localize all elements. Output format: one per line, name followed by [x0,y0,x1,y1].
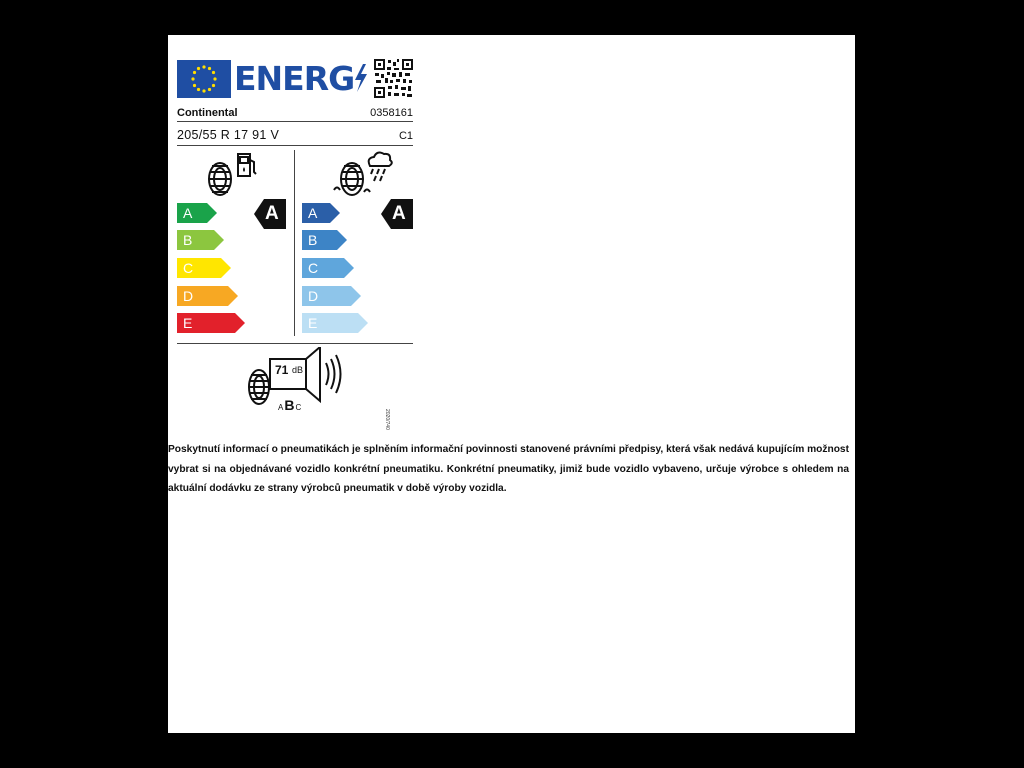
tyre-size-designation: 205/55 R 17 91 V [177,128,280,142]
energy-heading: ENERG [234,59,355,98]
wet-class-e-label: E [308,315,318,331]
eu-flag-icon [177,60,231,98]
fuel-class-e-label: E [183,315,193,331]
disclaimer-text: Poskytnutí informací o pneumatikách je splněním informační povinnosti stanovené právními předpisy, která však nedává kupujícím možnost vybrat si na objednávané vozidlo konkrétní pneumatiku. Konkrétní pneumatiky, jimiž bude vozidlo vybaveno, určuje výrobce s ohledem na aktuální dodávku ze strany výrobců pneumatik v době výroby vozidla. [168,444,849,494]
noise-class [278,397,302,413]
wet-class-c-label: C [308,260,319,276]
lightning-bolt-icon [354,64,368,92]
noise-class-left: A [278,403,285,412]
fuel-rating-value: A [265,203,279,224]
wet-grip-rating-badge [381,199,413,229]
wet-class-a-label: A [308,205,318,221]
document-page [168,35,855,733]
fuel-class-a-label: A [183,205,193,221]
qr-code-icon [374,59,413,98]
fuel-rating-badge [254,199,286,229]
fuel-class-c-label: C [183,260,194,276]
header-divider [177,121,413,122]
fuel-pump-tyre-icon [204,152,260,202]
wet-class-d-label: D [308,288,319,304]
rolling-noise-section [246,347,346,419]
noise-class-right: C [295,403,303,412]
rain-cloud-tyre-icon [330,150,394,202]
fuel-class-d-label: D [183,288,194,304]
wet-class-b-label: B [308,232,318,248]
wet-grip-rating-value: A [392,203,406,224]
tyre-type-identifier: 0358161 [370,107,413,119]
regulation-reference: 2020/740 [384,409,390,430]
column-divider [294,150,295,336]
noise-divider [177,343,413,344]
noise-value: 71 [275,363,289,377]
fuel-class-b-label: B [183,232,193,248]
noise-unit: dB [292,365,304,375]
size-divider [177,145,413,146]
tyre-energy-label [176,57,414,430]
noise-class-mid: B [284,397,296,413]
tyre-brand: Continental [177,107,238,119]
tyre-class: C1 [398,130,413,142]
